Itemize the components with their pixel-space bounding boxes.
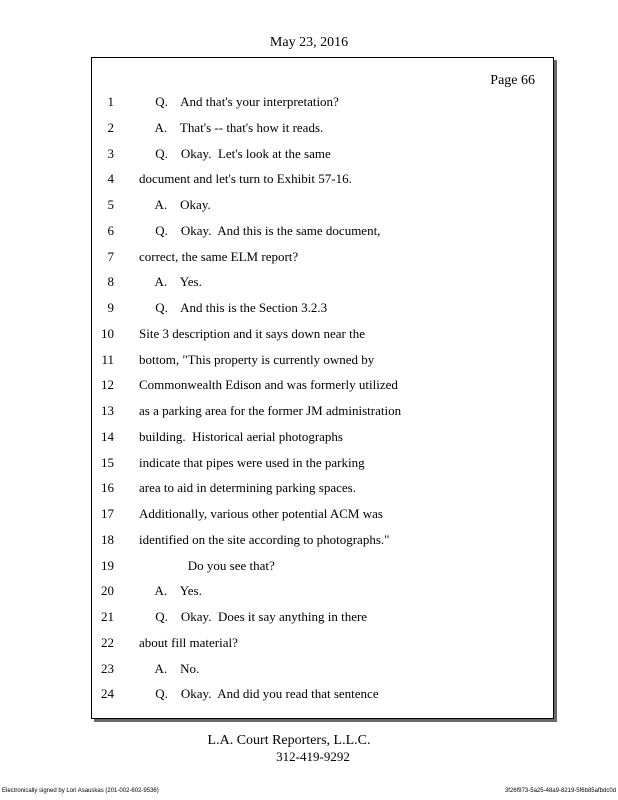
line-text: A. Yes. xyxy=(139,274,202,290)
line-text: A. Okay. xyxy=(139,197,211,212)
line-number: 19 xyxy=(101,557,114,573)
line-text: Q. And that's your interpretation? xyxy=(139,94,339,109)
line-number: 21 xyxy=(101,609,114,624)
line-number: 14 xyxy=(101,428,114,444)
line-number: 13 xyxy=(101,403,114,418)
line-number: 10 xyxy=(101,325,114,341)
electronic-signature-note: Electronically signed by Lori Asauskas (201-002-602-9536) xyxy=(2,788,159,794)
line-text: indicate that pipes were used in the parking xyxy=(139,454,365,470)
line-number: 23 xyxy=(101,660,114,676)
line-number: 24 xyxy=(101,686,114,702)
line-text: Additionally, various other potential ACM was xyxy=(139,506,383,521)
line-number: 4 xyxy=(107,171,114,187)
line-text: bottom, "This property is currently owned by xyxy=(139,351,375,367)
line-number: 16 xyxy=(101,480,114,496)
line-number: 15 xyxy=(101,454,114,470)
line-text: as a parking area for the former JM administration xyxy=(139,403,402,418)
line-number: 7 xyxy=(107,248,114,264)
line-text: building. Historical aerial photographs xyxy=(139,428,343,444)
line-number: 8 xyxy=(107,274,114,290)
line-text: A. That's -- that's how it reads. xyxy=(139,119,324,135)
line-text: Q. Okay. Let's look at the same xyxy=(139,145,331,161)
line-text: Q. And this is the Section 3.2.3 xyxy=(139,300,328,315)
line-text: Do you see that? xyxy=(139,557,275,573)
line-number: 9 xyxy=(107,300,114,315)
line-text: Q. Okay. And this is the same document, xyxy=(139,222,381,238)
line-text: A. Yes. xyxy=(139,583,202,599)
line-text: about fill material? xyxy=(139,634,238,650)
line-number: 6 xyxy=(107,222,114,238)
line-text: correct, the same ELM report? xyxy=(139,248,299,264)
transcript-date: May 23, 2016 xyxy=(269,35,349,50)
line-number: 11 xyxy=(101,351,114,367)
line-text: Site 3 description and it says down near the xyxy=(139,325,366,341)
line-text: identified on the site according to photographs." xyxy=(139,531,390,547)
line-text: Q. Okay. Does it say anything in there xyxy=(139,609,368,624)
line-text: document and let's turn to Exhibit 57-16. xyxy=(139,171,352,187)
footer-company-name: L.A. Court Reporters, L.L.C. xyxy=(207,733,371,748)
line-number: 2 xyxy=(107,119,114,135)
line-number: 22 xyxy=(101,634,114,650)
page-number: Page 66 xyxy=(490,73,535,88)
line-number: 5 xyxy=(107,197,114,212)
line-text: A. No. xyxy=(139,660,200,676)
line-number: 3 xyxy=(107,145,114,161)
line-number: 17 xyxy=(101,506,114,521)
footer-phone-number: 312-419-9292 xyxy=(276,749,350,764)
line-number: 1 xyxy=(107,94,114,109)
line-number: 18 xyxy=(101,531,114,547)
line-text: area to aid in determining parking spaces. xyxy=(139,480,356,496)
line-number: 12 xyxy=(101,377,114,393)
line-number: 20 xyxy=(101,583,114,599)
line-text: Q. Okay. And did you read that sentence xyxy=(139,686,379,702)
document-id: 3f26f973-5a25-48a9-8219-5f6b85afbdc0d xyxy=(504,788,616,794)
line-text: Commonwealth Edison and was formerly utilized xyxy=(139,377,398,393)
